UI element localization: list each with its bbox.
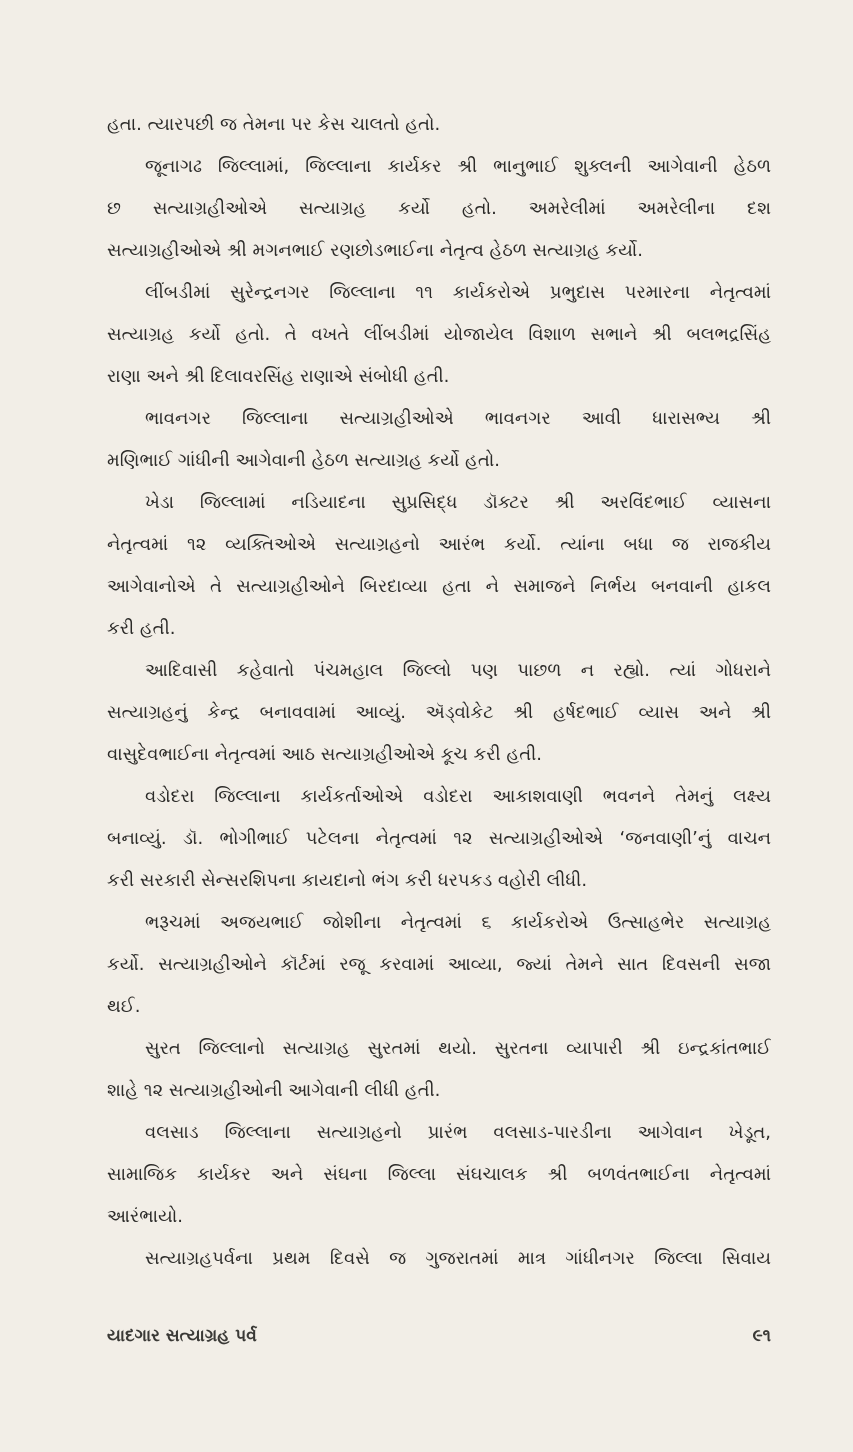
paragraph [107,1238,771,1280]
text-line: શાહે ૧૨ સત્યાગ્રહીઓની આગેવાની લીધી હતી. [107,1080,441,1101]
text-line: ખેડા જિલ્લામાં નડિયાદના સુપ્રસિદ્ધ ડૉક્ટર શ્રી અરવિંદભાઈ વ્યાસના [145,492,771,513]
text-line: કરી હતી. [107,618,176,639]
text-line: લીંબડીમાં સુરેન્દ્રનગર જિલ્લાના ૧૧ કાર્યકરોએ પ્રભુદાસ પરમારના નેતૃત્વમાં [145,282,771,303]
paragraph [107,1028,771,1112]
paragraph [107,272,771,398]
paragraph [107,398,771,482]
text-line: સત્યાગ્રહનું કેન્દ્ર બનાવવામાં આવ્યું. ઍડ્વોકેટ શ્રી હર્ષદભાઈ વ્યાસ અને શ્રી [107,702,771,723]
text-line: સત્યાગ્રહ કર્યો હતો. તે વખતે લીંબડીમાં યોજાયેલ વિશાળ સભાને શ્રી બલભદ્રસિંહ [107,324,771,345]
text-line: નેતૃત્વમાં ૧૨ વ્યક્તિઓએ સત્યાગ્રહનો આરંભ કર્યો. ત્યાંના બધા જ રાજકીય [107,534,771,555]
page-footer [107,1326,771,1346]
text-line: ભાવનગર જિલ્લાના સત્યાગ્રહીઓએ ભાવનગર આવી ધારાસભ્ય શ્રી [145,408,771,429]
page-body [107,104,771,1280]
text-line: આદિવાસી કહેવાતો પંચમહાલ જિલ્લો પણ પાછળ ન રહ્યો. ત્યાં ગોધરાને [145,660,771,681]
text-line: વાસુદેવભાઈના નેતૃત્વમાં આઠ સત્યાગ્રહીઓએ કૂચ કરી હતી. [107,744,543,765]
text-line: સત્યાગ્રહીઓએ શ્રી મગનભાઈ રણછોડભાઈના નેતૃત્વ હેઠળ સત્યાગ્રહ કર્યો. [107,240,643,261]
text-line: આગેવાનોએ તે સત્યાગ્રહીઓને બિરદાવ્યા હતા ને સમાજને નિર્ભય બનવાની હાકલ [107,576,771,597]
text-line: વડોદરા જિલ્લાના કાર્યકર્તાઓએ વડોદરા આકાશવાણી ભવનને તેમનું લક્ષ્ય [145,786,771,807]
text-line: કર્યો. સત્યાગ્રહીઓને કૉર્ટમાં રજૂ કરવામાં આવ્યા, જ્યાં તેમને સાત દિવસની સજા [107,954,771,975]
paragraph [107,902,771,1028]
paragraph [107,650,771,776]
text-line: સત્યાગ્રહપર્વના પ્રથમ દિવસે જ ગુજરાતમાં માત્ર ગાંધીનગર જિલ્લા સિવાય [145,1248,771,1269]
paragraph [107,1112,771,1238]
paragraph [107,104,771,146]
text-line: થઈ. [107,996,141,1017]
page-number: ૯૧ [752,1326,771,1346]
paragraph [107,776,771,902]
text-line: ભરૂચમાં અજયભાઈ જોશીના નેતૃત્વમાં ૬ કાર્યકરોએ ઉત્સાહભેર સત્યાગ્રહ [145,912,771,933]
text-line: કરી સરકારી સેન્સરશિપના કાયદાનો ભંગ કરી ધરપકડ વહોરી લીધી. [107,870,588,891]
text-line: સુરત જિલ્લાનો સત્યાગ્રહ સુરતમાં થયો. સુરતના વ્યાપારી શ્રી ઇન્દ્રકાંતભાઈ [145,1038,771,1059]
text-line: વલસાડ જિલ્લાના સત્યાગ્રહનો પ્રારંભ વલસાડ-પારડીના આગેવાન ખેડૂત, [145,1122,771,1143]
text-line: હતા. ત્યારપછી જ તેમના પર કેસ ચાલતો હતો. [107,114,441,135]
running-title: યાદગાર સત્યાગ્રહ પર્વ [107,1326,257,1346]
text-line: જૂનાગઢ જિલ્લામાં, જિલ્લાના કાર્યકર શ્રી ભાનુભાઈ શુક્લની આગેવાની હેઠળ [145,156,771,177]
paragraph [107,146,771,272]
text-line: બનાવ્યું. ડૉ. ભોગીભાઈ પટેલના નેતૃત્વમાં ૧૨ સત્યાગ્રહીઓએ ‘જનવાણી’નું વાચન [107,828,771,849]
text-line: છ સત્યાગ્રહીઓએ સત્યાગ્રહ કર્યો હતો. અમરેલીમાં અમરેલીના દશ [107,198,771,219]
text-line: રાણા અને શ્રી દિલાવરસિંહ રાણાએ સંબોધી હતી. [107,366,450,387]
text-line: સામાજિક કાર્યકર અને સંઘના જિલ્લા સંઘચાલક શ્રી બળવંતભાઈના નેતૃત્વમાં [107,1164,771,1185]
text-line: મણિભાઈ ગાંધીની આગેવાની હેઠળ સત્યાગ્રહ કર્યો હતો. [107,450,501,471]
text-line: આરંભાયો. [107,1206,183,1227]
paragraph [107,482,771,650]
